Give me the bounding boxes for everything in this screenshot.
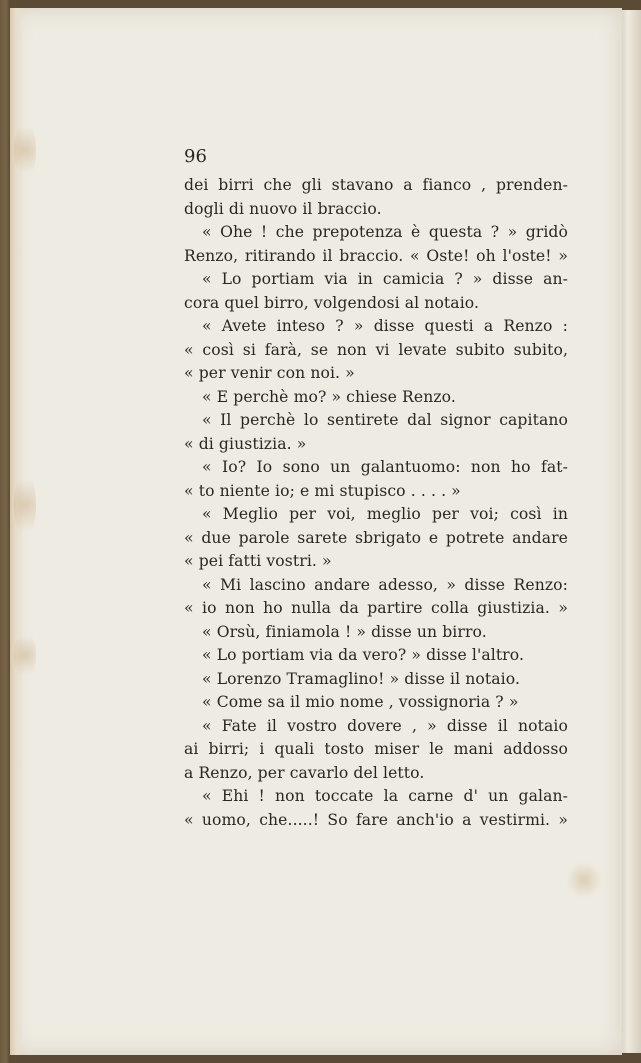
text-line: cora quel birro, volgendosi al notaio.	[184, 293, 480, 312]
text-line: « due parole sarete sbrigato e potrete andare	[184, 528, 568, 547]
text-line: « pei fatti vostri. »	[184, 552, 332, 570]
text-line: « Il perchè lo sentirete dal signor capitano	[202, 411, 568, 429]
text-line: « to niente io; e mi stupisco . . . . »	[184, 481, 461, 500]
foxing-stain	[14, 120, 36, 180]
text-line: « Fate il vostro dovere , » disse il notaio	[202, 716, 568, 735]
text-line: « Io? Io sono un galantuomo: non ho fat-	[202, 458, 568, 476]
text-line: « di giustizia. »	[184, 434, 307, 453]
text-line: « Meglio per voi, meglio per voi; così in	[202, 505, 568, 523]
text-line: « Mi lascino andare adesso, » disse Renzo:	[202, 575, 568, 594]
text-line: ai birri; i quali tosto miser le mani addosso	[184, 740, 568, 758]
text-line: « Avete inteso ? » disse questi a Renzo :	[202, 317, 568, 335]
text-line: « Lorenzo Tramaglino! » disse il notaio.	[202, 669, 521, 688]
text-line: « Ohe ! che prepotenza è questa ? » gridò	[202, 223, 568, 241]
foxing-stain	[566, 862, 602, 898]
text-line: « Lo portiam via da vero? » disse l'altro.	[202, 646, 525, 664]
paper-right-edge	[622, 10, 641, 1053]
text-line: a Renzo, per cavarlo del letto.	[184, 763, 425, 782]
text-line: « così si farà, se non vi levate subito subito,	[184, 340, 568, 359]
text-line: « Come sa il mio nome , vossignoria ? »	[202, 693, 519, 711]
text-line: « E perchè mo? » chiese Renzo.	[202, 387, 456, 406]
page-number: 96	[184, 146, 207, 167]
text-line: « Lo portiam via in camicia ? » disse an-	[202, 270, 568, 288]
text-line: « Orsù, finiamola ! » disse un birro.	[202, 622, 487, 641]
text-line: « uomo, che.....! So fare anch'io a vestirmi. »	[184, 810, 568, 829]
text-line: « io non ho nulla da partire colla giustizia. »	[184, 599, 568, 617]
text-line: « Ehi ! non toccate la carne d' un galan-	[202, 787, 568, 805]
text-line: Renzo, ritirando il braccio. « Oste! oh l'oste! »	[184, 246, 568, 265]
text-line: dogli di nuovo il braccio.	[184, 199, 382, 218]
foxing-stain	[14, 630, 36, 680]
text-line: dei birri che gli stavano a fianco , prenden-	[184, 176, 568, 194]
foxing-stain	[14, 470, 36, 540]
text-line: « per venir con noi. »	[184, 364, 355, 382]
